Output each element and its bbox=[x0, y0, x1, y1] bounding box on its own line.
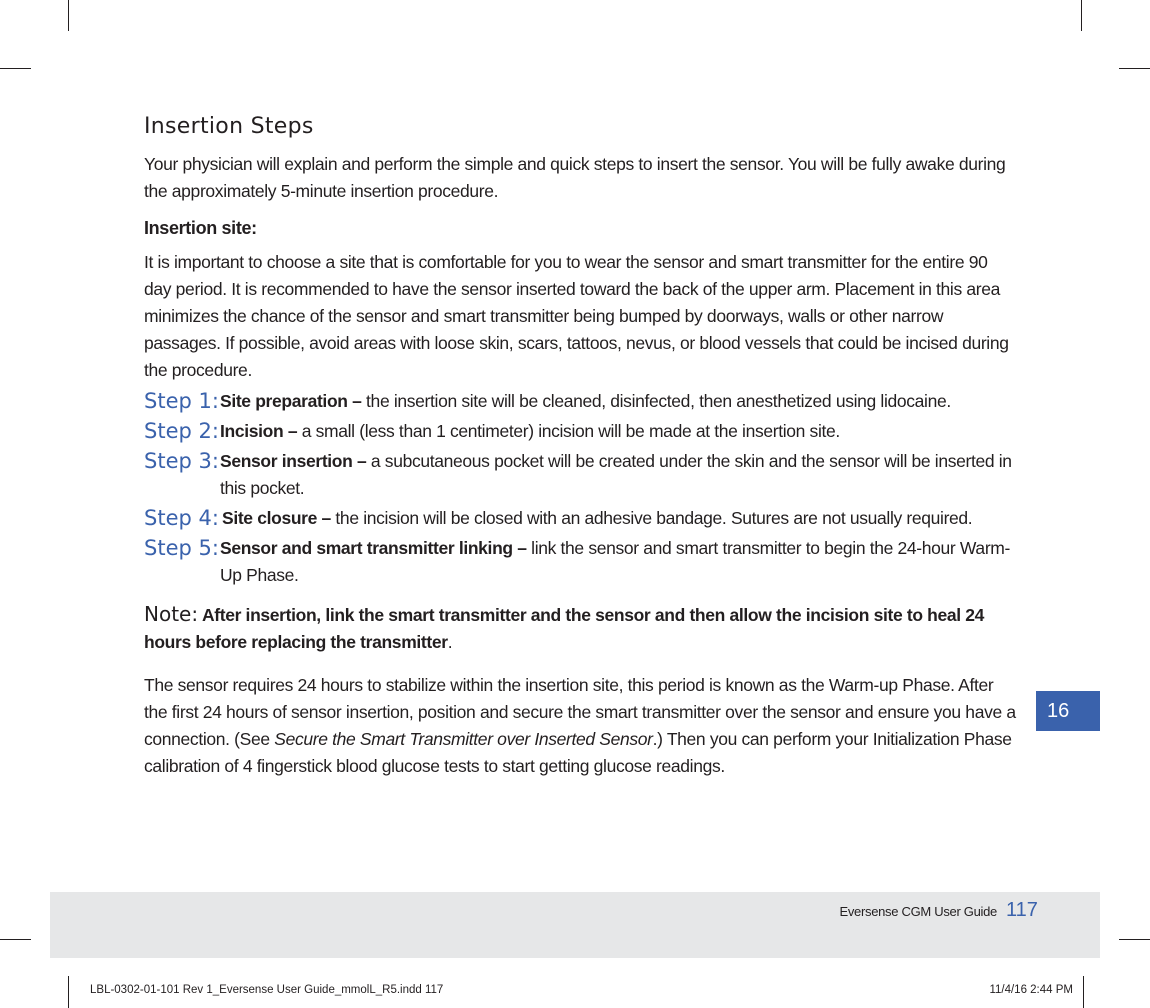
chapter-number: 16 bbox=[1047, 700, 1070, 722]
closing-paragraph bbox=[144, 672, 1019, 780]
note-label: Note: bbox=[144, 602, 199, 626]
step-label: Step 5: bbox=[144, 536, 219, 560]
note-paragraph bbox=[144, 601, 1019, 656]
step-text: link the sensor and smart transmitter to begin the 24-hour Warm-Up Phase. bbox=[220, 538, 1010, 585]
page-number: 117 bbox=[1006, 899, 1038, 921]
step-label: Step 3: bbox=[144, 449, 219, 473]
steps-list bbox=[144, 388, 1019, 589]
crop-mark bbox=[1081, 0, 1082, 31]
step-label: Step 1: bbox=[144, 389, 219, 413]
footer-guide-title: Eversense CGM User Guide bbox=[839, 904, 997, 919]
crop-mark bbox=[1119, 939, 1150, 940]
closing-text-start: The sensor requires 24 hours to stabilize within the insertion site, this period is known as the Warm-up Phase. After the first 24 hours of sensor insertion, position and secure the smart transmitter over the sensor and ensure you have a connection. (See bbox=[144, 675, 1016, 749]
crop-mark bbox=[1119, 68, 1150, 69]
crop-mark bbox=[68, 0, 69, 31]
step-title: Incision – bbox=[220, 421, 298, 441]
step-item bbox=[144, 535, 1019, 589]
step-item bbox=[144, 505, 1019, 532]
step-title: Site closure – bbox=[222, 508, 331, 528]
slug-date: 11/4/16 2:44 PM bbox=[989, 984, 1073, 996]
step-title: Sensor insertion – bbox=[220, 451, 367, 471]
insertion-site-heading: Insertion site: bbox=[144, 218, 257, 238]
step-label: Step 2: bbox=[144, 419, 219, 443]
intro-paragraph: Your physician will explain and perform the simple and quick steps to insert the sensor. You will be fully awake during the approximately 5-minute insertion procedure. bbox=[144, 154, 1006, 201]
step-label: Step 4: bbox=[144, 506, 219, 530]
chapter-tab bbox=[1036, 691, 1100, 731]
closing-text-end: .) Then you can perform your Initialization Phase calibration of 4 fingerstick blood glucose tests to start getting glucose readings. bbox=[144, 729, 1012, 776]
page-content bbox=[144, 112, 1019, 780]
footer-band bbox=[50, 892, 1100, 958]
note-bold-text: After insertion, link the smart transmitter and the sensor and then allow the incision site to heal 24 hours before replacing the transmitter bbox=[144, 605, 985, 652]
crop-mark bbox=[0, 939, 31, 940]
cross-reference-title: Secure the Smart Transmitter over Inserted Sensor bbox=[274, 729, 653, 749]
crop-mark bbox=[0, 68, 31, 69]
insertion-site-paragraph: It is important to choose a site that is comfortable for you to wear the sensor and smart transmitter for the entire 90 day period. It is recommended to have the sensor inserted toward the back of the upper arm. Placement in this area minimizes the chance of the sensor and smart transmitter being bumped by doorways, walls or other narrow passages. If possible, avoid areas with loose skin, scars, tattoos, nevus, or blood vessels that could be incised during the procedure. bbox=[144, 252, 1009, 380]
step-item bbox=[144, 448, 1019, 502]
step-title: Site preparation – bbox=[220, 391, 362, 411]
step-item bbox=[144, 418, 1019, 445]
step-text: a subcutaneous pocket will be created under the skin and the sensor will be inserted in this pocket. bbox=[220, 451, 1012, 498]
step-text: a small (less than 1 centimeter) incision will be made at the insertion site. bbox=[297, 421, 840, 441]
slug-file-info: LBL-0302-01-101 Rev 1_Eversense User Guide_mmolL_R5.indd 117 bbox=[90, 984, 444, 996]
note-end: . bbox=[447, 632, 453, 652]
step-text: the insertion site will be cleaned, disinfected, then anesthetized using lidocaine. bbox=[361, 391, 951, 411]
page-title: Insertion Steps bbox=[144, 114, 314, 139]
step-item bbox=[144, 388, 1019, 415]
step-title: Sensor and smart transmitter linking – bbox=[220, 538, 527, 558]
step-text: the incision will be closed with an adhesive bandage. Sutures are not usually required. bbox=[330, 508, 973, 528]
